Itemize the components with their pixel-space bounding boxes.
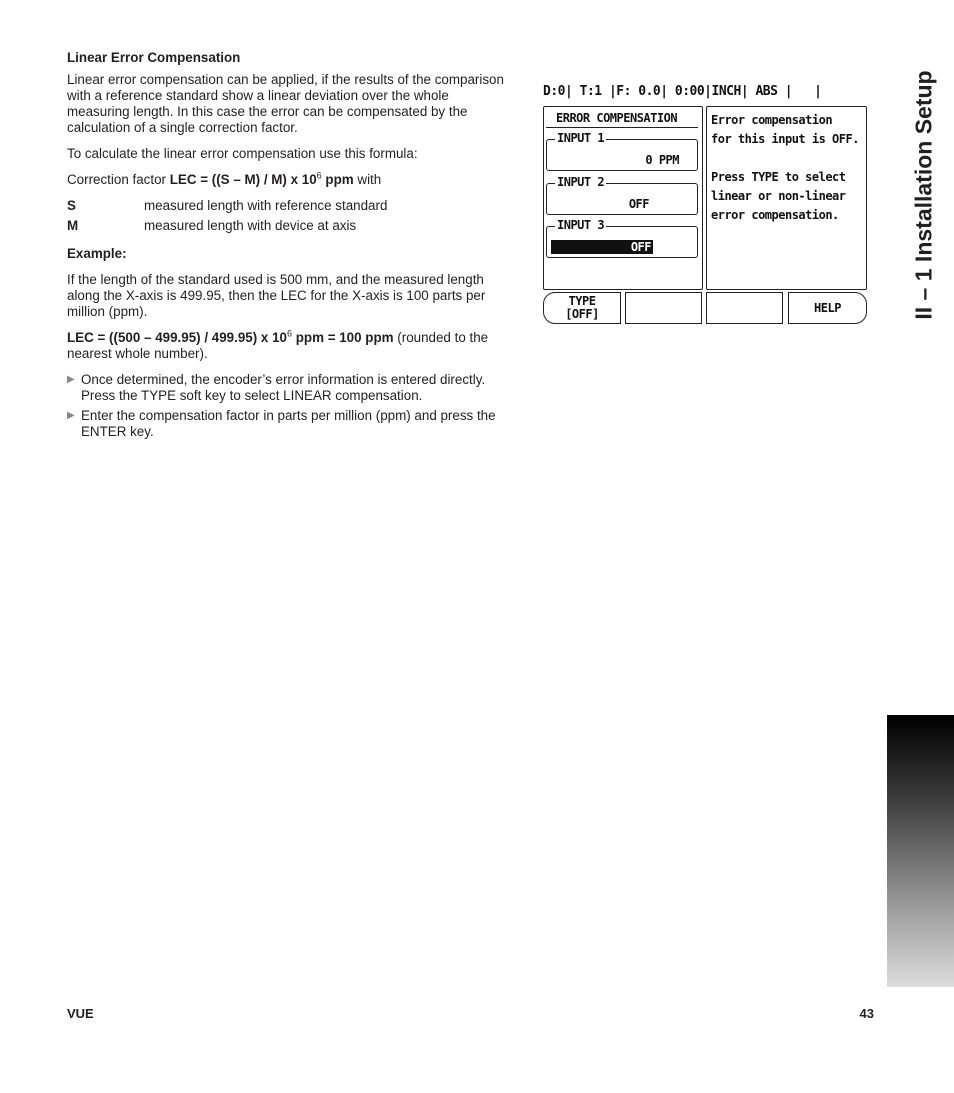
blank-softkey-2[interactable] (625, 292, 702, 324)
input-2-value: OFF (628, 197, 649, 211)
formula-line (67, 172, 513, 188)
chapter-title-text: II – 1 Installation Setup (910, 70, 937, 320)
input-2-field[interactable] (546, 175, 698, 215)
footer-page-number: 43 (859, 1006, 874, 1021)
help-softkey[interactable] (788, 292, 867, 324)
step-text: Once determined, the encoder’s error information is entered directly. Press the TYPE soft key to select LINEAR compensation. (81, 372, 486, 403)
example-paragraph: If the length of the standard used is 500 mm, and the measured length along the X-axis is 499.95, then the LEC for the X-axis is 100 parts per million (ppm). (67, 272, 486, 319)
section-heading: Linear Error Compensation (67, 50, 241, 65)
formula-unit: ppm (321, 172, 354, 187)
formula-prefix: Correction factor (67, 172, 170, 187)
status-bar: D:0| T:1 |F: 0.0| 0:00|INCH| ABS | | (543, 84, 822, 99)
definition-text: measured length with reference standard (144, 198, 388, 213)
type-softkey-state: [OFF] (565, 307, 599, 321)
input-3-label: INPUT 3 (557, 218, 605, 232)
input-3-value: OFF (551, 240, 653, 254)
step-text: Enter the compensation factor in parts per million (ppm) and press the ENTER key. (81, 408, 496, 439)
example-formula (67, 330, 513, 362)
form-title: ERROR COMPENSATION (546, 109, 698, 128)
input-1-label: INPUT 1 (557, 131, 605, 145)
chapter-side-title (900, 50, 948, 340)
input-2-label: INPUT 2 (557, 175, 605, 189)
help-softkey-label: HELP (814, 300, 841, 315)
help-panel (706, 106, 867, 290)
chapter-thumb-tab (887, 715, 954, 987)
triangle-bullet-icon: ▶ (67, 410, 75, 421)
definition-key: M (67, 218, 79, 233)
input-1-field[interactable] (546, 131, 698, 171)
definition-text: measured length with device at axis (144, 218, 357, 233)
definition-key: S (67, 198, 76, 213)
formula-suffix: with (353, 172, 382, 187)
intro-paragraph: Linear error compensation can be applied, if the results of the comparison with a reference standard show a linear deviation over the whole measuring length. In this case the error can be compensated by the calculation of a single correction factor. (67, 72, 504, 135)
triangle-bullet-icon: ▶ (67, 374, 75, 385)
content-column (67, 50, 513, 444)
input-form-panel (543, 106, 703, 290)
help-text: Error compensation for this input is OFF. Press TYPE to select linear or non-linear error compensation. (711, 113, 859, 222)
formula-exponent: 6 (316, 170, 322, 181)
example-suffix: (rounded to the nearest whole number). (67, 330, 489, 361)
definitions (67, 198, 513, 234)
step-item (67, 408, 513, 440)
example-bold: LEC = ((500 – 499.95) / 499.95) x 10 (67, 330, 287, 345)
example-bold-result: ppm = 100 ppm (291, 330, 394, 345)
readout-screen (541, 82, 869, 328)
footer-product: VUE (67, 1006, 94, 1021)
formula-intro: To calculate the linear error compensation use this formula: (67, 146, 418, 161)
input-1-value: 0 PPM (645, 153, 679, 167)
definition-row (67, 218, 513, 234)
input-3-field[interactable] (546, 218, 698, 258)
type-softkey-label: TYPE (568, 294, 596, 308)
formula-bold: LEC = ((S – M) / M) x 10 (169, 172, 317, 187)
blank-softkey-3[interactable] (706, 292, 783, 324)
definition-row (67, 198, 513, 214)
example-heading: Example: (67, 246, 127, 261)
example-exponent: 6 (286, 328, 292, 339)
step-item (67, 372, 513, 404)
type-softkey[interactable] (543, 292, 621, 324)
